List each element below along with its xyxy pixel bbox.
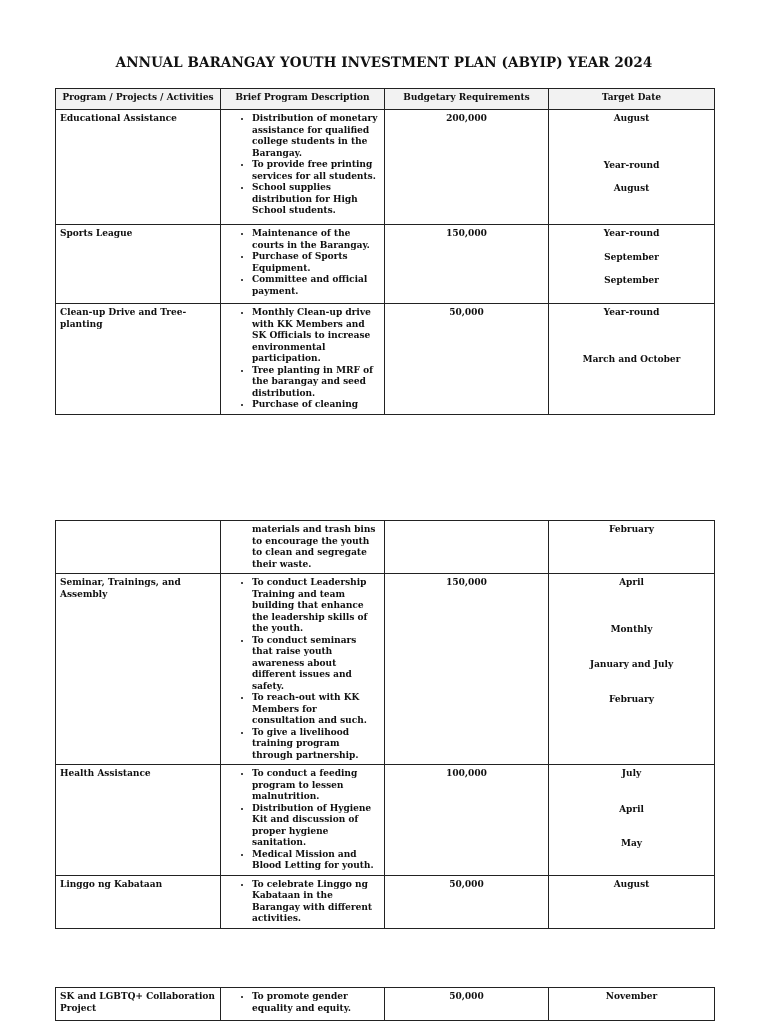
program-name: SK and LGBTQ+ Collaboration Project bbox=[56, 988, 221, 1021]
description-item: • To celebrate Linggo ng Kabataan in the Barangay with different activities. bbox=[252, 880, 380, 926]
budget-amount: 50,000 bbox=[385, 875, 549, 928]
description-item: • Committee and official payment. bbox=[252, 275, 380, 298]
table-row bbox=[56, 521, 715, 574]
budget-amount: 150,000 bbox=[385, 225, 549, 304]
target-dates bbox=[549, 875, 715, 928]
target-dates bbox=[549, 521, 715, 574]
program-description bbox=[221, 765, 385, 876]
table-row bbox=[56, 225, 715, 304]
abyip-table-part-1 bbox=[55, 88, 715, 415]
table-row bbox=[56, 875, 715, 928]
target-dates bbox=[549, 574, 715, 765]
target-date: August bbox=[613, 879, 650, 890]
description-item: • To provide free printing services for all students. bbox=[252, 160, 380, 183]
program-name: Educational Assistance bbox=[56, 110, 221, 225]
budget-amount: 50,000 bbox=[385, 988, 549, 1021]
table-row bbox=[56, 765, 715, 876]
program-description bbox=[221, 225, 385, 304]
description-item: • To conduct seminars that raise youth awareness about different issues and safety. bbox=[252, 636, 380, 694]
target-date: September bbox=[604, 252, 659, 263]
table-row bbox=[56, 304, 715, 415]
description-item: materials and trash bins to encourage the youth to clean and segregate their waste. bbox=[252, 525, 376, 570]
program-description bbox=[221, 304, 385, 415]
program-name bbox=[56, 521, 221, 574]
program-description bbox=[221, 110, 385, 225]
description-item: • Medical Mission and Blood Letting for youth. bbox=[252, 850, 380, 873]
table-row bbox=[56, 110, 715, 225]
description-item: • Tree planting in MRF of the barangay and seed distribution. bbox=[252, 366, 380, 401]
description-item: • To give a livelihood training program through partnership. bbox=[252, 728, 380, 763]
table-row bbox=[56, 988, 715, 1021]
budget-amount: 200,000 bbox=[385, 110, 549, 225]
program-name: Sports League bbox=[56, 225, 221, 304]
header-budget: Budgetary Requirements bbox=[385, 89, 549, 110]
description-item: • Purchase of cleaning bbox=[252, 400, 380, 412]
target-date: July bbox=[621, 769, 642, 779]
program-description bbox=[221, 574, 385, 765]
table-row bbox=[56, 574, 715, 765]
program-description bbox=[221, 875, 385, 928]
program-name: Clean-up Drive and Tree-planting bbox=[56, 304, 221, 415]
description-item: • Distribution of monetary assistance for qualified college students in the Barangay. bbox=[252, 114, 380, 160]
target-dates bbox=[549, 110, 715, 225]
target-dates bbox=[549, 304, 715, 415]
target-date: February bbox=[608, 525, 654, 535]
document-title: ANNUAL BARANGAY YOUTH INVESTMENT PLAN (ABYIP) YEAR 2024 bbox=[115, 55, 653, 71]
program-name: Health Assistance bbox=[56, 765, 221, 876]
target-dates bbox=[549, 225, 715, 304]
target-date: Year-round bbox=[603, 229, 660, 239]
target-date: Year-round bbox=[603, 160, 660, 171]
header-target-date: Target Date bbox=[549, 89, 715, 110]
description-item: • Distribution of Hygiene Kit and discussion of proper hygiene sanitation. bbox=[252, 804, 380, 850]
target-date: Monthly bbox=[610, 624, 653, 635]
target-date: September bbox=[604, 276, 659, 286]
header-description: Brief Program Description bbox=[221, 89, 385, 110]
budget-amount: 50,000 bbox=[385, 304, 549, 415]
description-item: • Maintenance of the courts in the Barangay. bbox=[252, 229, 380, 252]
abyip-table-part-2 bbox=[55, 520, 715, 929]
budget-amount bbox=[385, 521, 549, 574]
program-name: Seminar, Trainings, and Assembly bbox=[56, 574, 221, 765]
target-date: Year-round bbox=[603, 308, 660, 318]
program-description bbox=[221, 988, 385, 1021]
description-item: • Monthly Clean-up drive with KK Members and SK Officials to increase environmental participation. bbox=[252, 308, 380, 366]
target-dates bbox=[549, 988, 715, 1021]
target-date: March and October bbox=[582, 354, 681, 365]
description-item: • To conduct Leadership Training and team building that enhance the leadership skills of the youth. bbox=[252, 578, 380, 636]
target-date: August bbox=[613, 114, 650, 124]
target-date: April bbox=[619, 578, 644, 588]
description-item: • School supplies distribution for High School students. bbox=[252, 183, 380, 218]
target-date: April bbox=[619, 804, 644, 815]
table-header-row bbox=[56, 89, 715, 110]
abyip-table-part-3 bbox=[55, 987, 715, 1021]
target-dates bbox=[549, 765, 715, 876]
budget-amount: 150,000 bbox=[385, 574, 549, 765]
target-date: February bbox=[608, 694, 654, 705]
target-date: May bbox=[620, 839, 643, 849]
description-item: • To reach-out with KK Members for consultation and such. bbox=[252, 693, 380, 728]
description-item: • To conduct a feeding program to lessen malnutrition. bbox=[252, 769, 380, 804]
target-date: January and July bbox=[589, 660, 674, 670]
description-item: • Purchase of Sports Equipment. bbox=[252, 252, 380, 275]
target-date: November bbox=[605, 992, 658, 1002]
header-program: Program / Projects / Activities bbox=[56, 89, 221, 110]
description-item: • To promote gender equality and equity. bbox=[252, 992, 380, 1015]
program-description bbox=[221, 521, 385, 574]
program-name: Linggo ng Kabataan bbox=[56, 875, 221, 928]
target-date: August bbox=[613, 184, 650, 194]
budget-amount: 100,000 bbox=[385, 765, 549, 876]
